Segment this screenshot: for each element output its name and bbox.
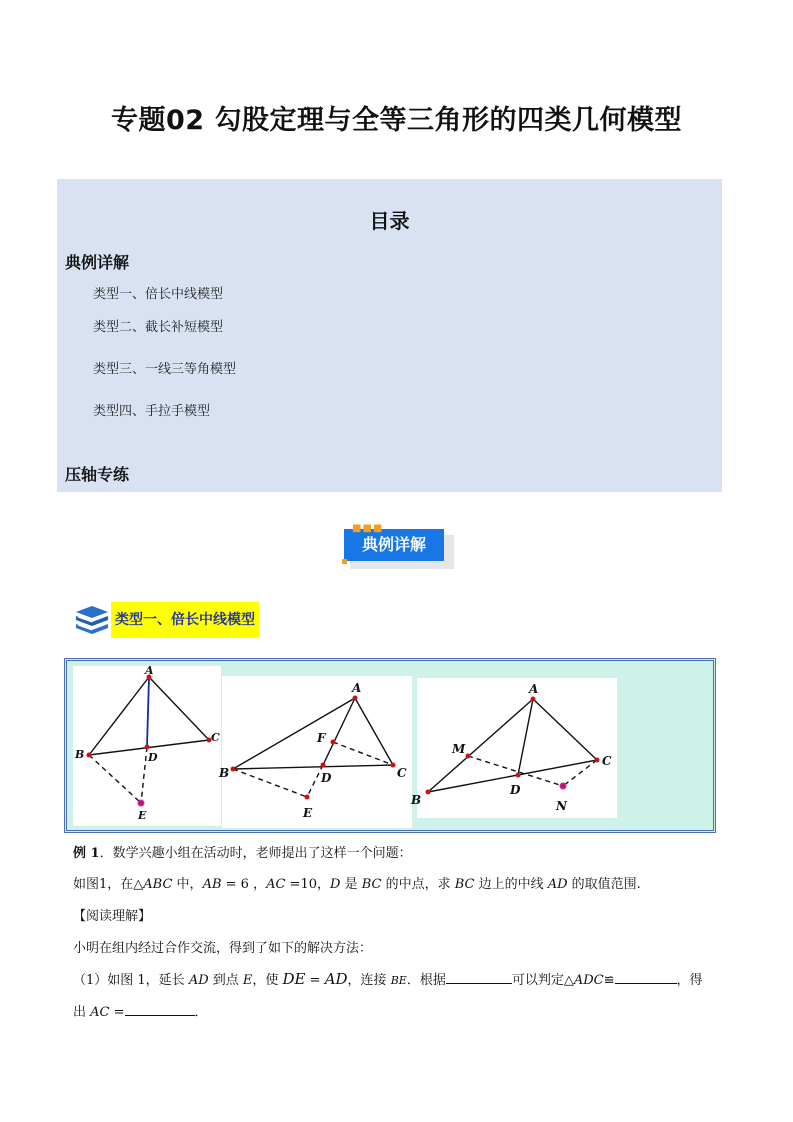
fig2-label-c: C bbox=[397, 766, 407, 780]
type-heading-label: 类型一、倍长中线模型 bbox=[111, 602, 259, 638]
table-of-contents bbox=[57, 179, 722, 492]
books-icon bbox=[74, 604, 110, 638]
question-1-cont bbox=[73, 1001, 208, 1020]
math-de: DE bbox=[282, 970, 306, 988]
figure-panel bbox=[64, 658, 716, 833]
text: （1）如图 1，延长 bbox=[73, 973, 189, 988]
fig2-label-e: E bbox=[303, 806, 313, 820]
text: 到点 bbox=[208, 973, 243, 988]
math-e: E bbox=[242, 973, 253, 988]
fig1-label-a: A bbox=[145, 664, 154, 677]
text: ．根据 bbox=[406, 973, 446, 988]
text: ． bbox=[194, 1005, 208, 1020]
fig1-label-e: E bbox=[138, 809, 147, 822]
text: ，使 bbox=[252, 973, 283, 988]
text: ，连接 bbox=[347, 973, 391, 988]
math-abc: ABC bbox=[143, 877, 173, 892]
reading-heading: 【阅读理解】 bbox=[73, 909, 152, 924]
math-ac: AC bbox=[90, 1005, 110, 1020]
toc-item-type3[interactable]: 类型三、一线三等角模型 bbox=[93, 362, 237, 377]
text: = bbox=[305, 973, 325, 988]
example-intro bbox=[73, 842, 412, 861]
toc-section-examples[interactable]: 典例详解 bbox=[65, 253, 130, 272]
text: 出 bbox=[73, 1005, 91, 1020]
text: ，得 bbox=[676, 973, 703, 988]
text: 的中点，求 bbox=[381, 877, 455, 892]
reading-text: 小明在组内经过合作交流，得到了如下的解决方法： bbox=[73, 941, 373, 956]
example-intro-text: ．数学兴趣小组在活动时，老师提出了这样一个问题： bbox=[99, 846, 412, 861]
question-1 bbox=[73, 969, 703, 988]
text: 可以判定△ bbox=[511, 973, 574, 988]
text: 是 bbox=[340, 877, 362, 892]
toc-title: 目录 bbox=[369, 209, 410, 233]
math-ac: AC bbox=[266, 877, 286, 892]
math-ab: AB bbox=[202, 877, 222, 892]
example-label: 例 1 bbox=[73, 846, 100, 861]
fig3-label-n: N bbox=[556, 799, 567, 813]
toc-item-type1[interactable]: 类型一、倍长中线模型 bbox=[93, 287, 224, 302]
fig3-label-b: B bbox=[411, 793, 422, 807]
toc-item-type4[interactable]: 类型四、手拉手模型 bbox=[93, 404, 211, 419]
fig2-label-a: A bbox=[352, 681, 362, 695]
math-bc: BC bbox=[454, 877, 475, 892]
text: 如图1，在△ bbox=[73, 877, 144, 892]
geometry-figures bbox=[67, 661, 713, 830]
fig2-label-d: D bbox=[321, 771, 332, 785]
math-ad: AD bbox=[324, 970, 348, 988]
section-heading-label: 典例详解 bbox=[344, 529, 444, 561]
fig2-label-f: F bbox=[317, 731, 326, 745]
fig3-label-m: M bbox=[452, 742, 466, 756]
math-be: BE bbox=[390, 974, 407, 987]
fig1-label-b: B bbox=[75, 748, 85, 761]
text: 中， bbox=[172, 877, 203, 892]
fig2-label-b: B bbox=[219, 766, 230, 780]
fig3-label-d: D bbox=[510, 783, 521, 797]
answer-blank-reason[interactable] bbox=[446, 983, 512, 984]
math-ad: AD bbox=[188, 973, 209, 988]
math-d: D bbox=[330, 877, 341, 892]
example-problem bbox=[73, 873, 641, 892]
math-ad: AD bbox=[547, 877, 568, 892]
toc-item-type2[interactable]: 类型二、截长补短模型 bbox=[93, 320, 224, 335]
toc-section-final[interactable]: 压轴专练 bbox=[65, 465, 130, 484]
math-adc: ADC bbox=[573, 973, 604, 988]
answer-blank-triangle[interactable] bbox=[615, 983, 677, 984]
decoration-dots: ■■■ bbox=[352, 523, 384, 534]
page-title: 专题02 勾股定理与全等三角形的四类几何模型 bbox=[111, 105, 682, 136]
answer-blank-ac[interactable] bbox=[125, 1015, 195, 1016]
fig3-label-a: A bbox=[529, 682, 539, 696]
fig1-label-c: C bbox=[211, 731, 220, 744]
text: =10， bbox=[285, 877, 330, 892]
math-bc: BC bbox=[361, 877, 382, 892]
text: ≌ bbox=[603, 973, 615, 988]
text: = bbox=[109, 1005, 125, 1020]
text: 的取值范围. bbox=[567, 877, 641, 892]
fig1-label-d: D bbox=[148, 751, 158, 764]
text: = 6 ， bbox=[221, 877, 267, 892]
text: 边上的中线 bbox=[474, 877, 548, 892]
decoration-corner bbox=[342, 559, 347, 564]
section-heading-examples bbox=[344, 523, 448, 563]
fig3-label-c: C bbox=[602, 754, 612, 768]
